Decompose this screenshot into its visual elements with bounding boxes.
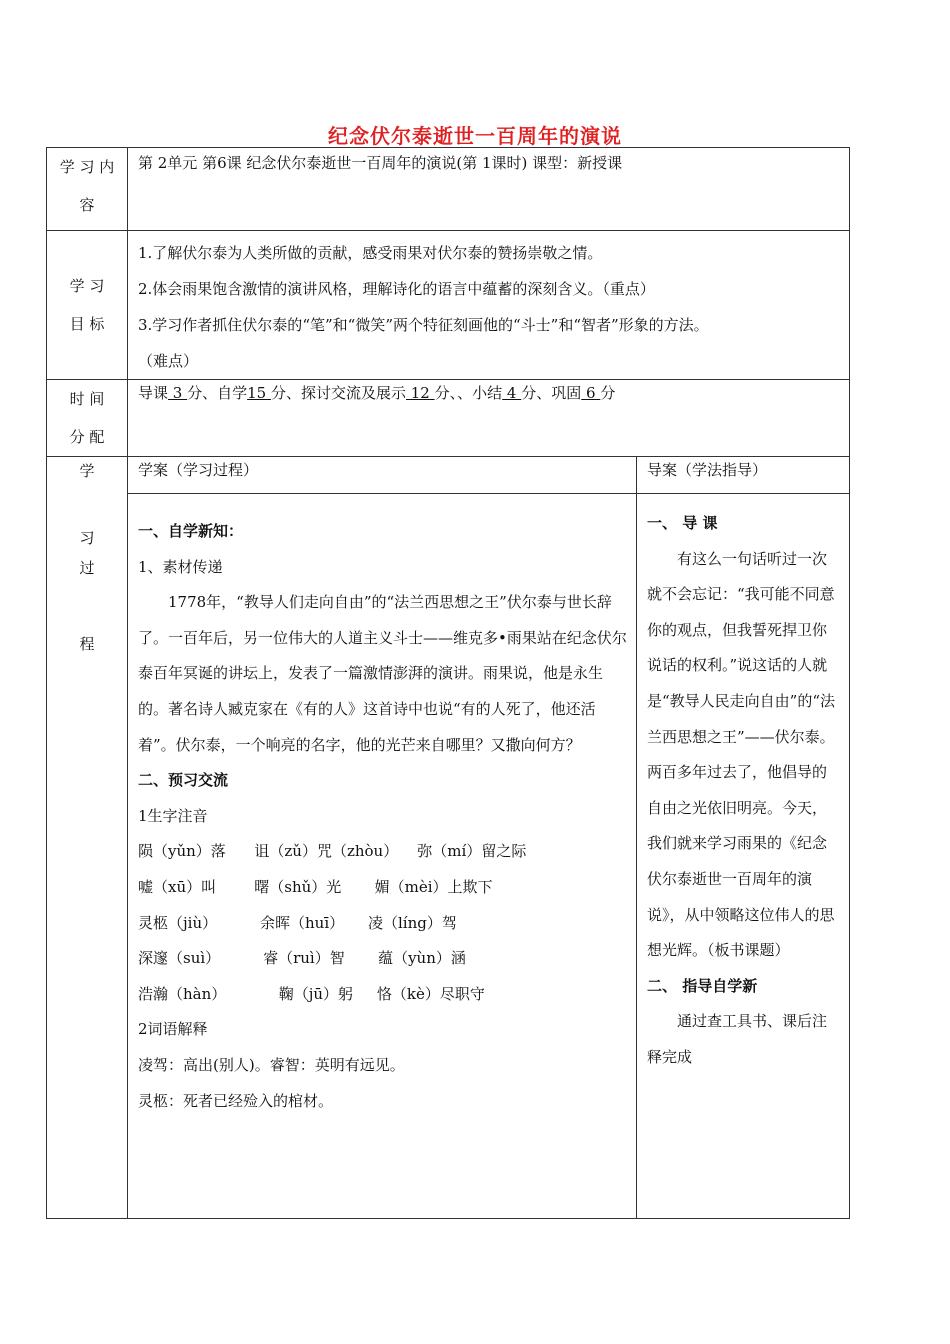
time-text: 分: [600, 384, 616, 402]
label-process: [47, 457, 128, 1219]
label-line: 容: [79, 196, 95, 214]
teaching-guide: [637, 494, 850, 1219]
learning-process: [128, 494, 637, 1219]
label-line: 学 习: [69, 277, 105, 295]
definition-line: 凌驾：高出(别人)。睿智：英明有远见。: [138, 1055, 405, 1074]
page-title: 纪念伏尔泰逝世一百周年的演说: [328, 124, 622, 148]
label-char: 过: [79, 559, 95, 577]
row-content: [47, 148, 850, 231]
section-heading: 二、预习交流: [138, 771, 229, 790]
label-line: 分 配: [69, 428, 105, 446]
time-value: 4: [502, 384, 522, 402]
row-process-header: [47, 457, 850, 494]
pinyin-line: 深邃（suì） 睿（ruì）智 蕴（yùn）涵: [138, 949, 466, 968]
pinyin-line: 嘘（xū）叫 曙（shǔ）光 媚（mèi）上欺下: [138, 877, 493, 896]
time-text: 导课: [138, 384, 169, 402]
time-text: 分、探讨交流及展示: [270, 384, 406, 402]
time-text: 分、、小结: [434, 384, 503, 402]
time-value: 6: [581, 384, 601, 402]
goal-item: （难点）: [138, 352, 199, 370]
col-header-guide: 导案（学法指导）: [637, 457, 850, 494]
label-time: [47, 380, 128, 457]
pinyin-line: 陨（yǔn）落 诅（zǔ）咒（zhòu） 弥（mí）留之际: [138, 842, 527, 861]
time-value: 3: [168, 384, 188, 402]
goals-list: [128, 231, 850, 380]
content-value: [128, 148, 850, 231]
label-line: 目 标: [69, 315, 105, 333]
time-allocation: [128, 380, 850, 457]
section-heading: 一、自学新知：: [138, 522, 244, 540]
goal-item: 2.体会雨果饱含激情的演讲风格，理解诗化的语言中蕴蓄的深刻含义。（重点）: [138, 280, 655, 298]
label-char: 学: [79, 462, 95, 480]
time-text: 分、自学: [187, 384, 248, 402]
sub-heading: 1生字注音: [138, 806, 208, 825]
label-line: 学 习 内: [59, 158, 115, 176]
label-line: 时 间: [69, 390, 105, 408]
label-char: 程: [79, 635, 95, 653]
pinyin-line: 灵柩（jiù） 余晖（huī） 凌（líng）驾: [138, 913, 457, 932]
guide-heading: 一、 导 课: [647, 514, 718, 532]
guide-paragraph: 通过查工具书、课后注释完成: [647, 1012, 828, 1066]
col-header-learning: 学案（学习过程）: [128, 457, 637, 494]
label-goals: [47, 231, 128, 380]
goal-item: 3.学习作者抓住伏尔泰的“笔”和“微笑”两个特征刻画他的“斗士”和“智者”形象的方法。: [138, 316, 709, 334]
row-process-body: [47, 494, 850, 1219]
guide-heading: 二、 指导自学新: [647, 976, 758, 995]
goal-item: 1.了解伏尔泰为人类所做的贡献，感受雨果对伏尔泰的赞扬崇敬之情。: [138, 244, 603, 262]
time-value: 12: [406, 384, 435, 402]
content-text: 第 2单元 第6课 纪念伏尔泰逝世一百周年的演说(第 1课时) 课型：新授课: [138, 154, 623, 172]
sub-heading: 1、素材传递: [138, 557, 223, 576]
sub-heading: 2词语解释: [138, 1020, 208, 1039]
definition-line: 灵柩：死者已经殓入的棺材。: [138, 1091, 334, 1110]
lesson-plan-table: [46, 147, 850, 1219]
pinyin-line: 浩瀚（hàn） 鞠（jū）躬 恪（kè）尽职守: [138, 984, 485, 1003]
guide-paragraph: 有这么一句话听过一次就不会忘记：“我可能不同意你的观点，但我誓死捍卫你说话的权利。”说这话的人就是“教导人民走向自由”的“法兰西思想之王”——伏尔泰。两百多年过去了，他倡导的自由之光依旧明亮。今天，我们就来学习雨果的《纪念伏尔泰逝世一百周年的演说》，从中领略这位伟人的思想光辉。（板书课题）: [647, 549, 836, 960]
row-goals: [47, 231, 850, 380]
row-time: [47, 380, 850, 457]
label-content: [47, 148, 128, 231]
material-paragraph: 1778年，“教导人们走向自由”的“法兰西思想之王”伏尔泰与世长辞了。一百年后，另一位伟大的人道主义斗士——维克多•雨果站在纪念伏尔泰百年冥诞的讲坛上，发表了一篇激情澎湃的演讲。雨果说，他是永生的。著名诗人臧克家在《有的人》这首诗中也说“有的人死了，他还活着”。伏尔泰，一个响亮的名字，他的光芒来自哪里？又撒向何方？: [138, 593, 627, 754]
time-text: 分、巩固: [521, 384, 582, 402]
time-value: 15: [247, 384, 271, 402]
label-char: 习: [79, 529, 95, 547]
